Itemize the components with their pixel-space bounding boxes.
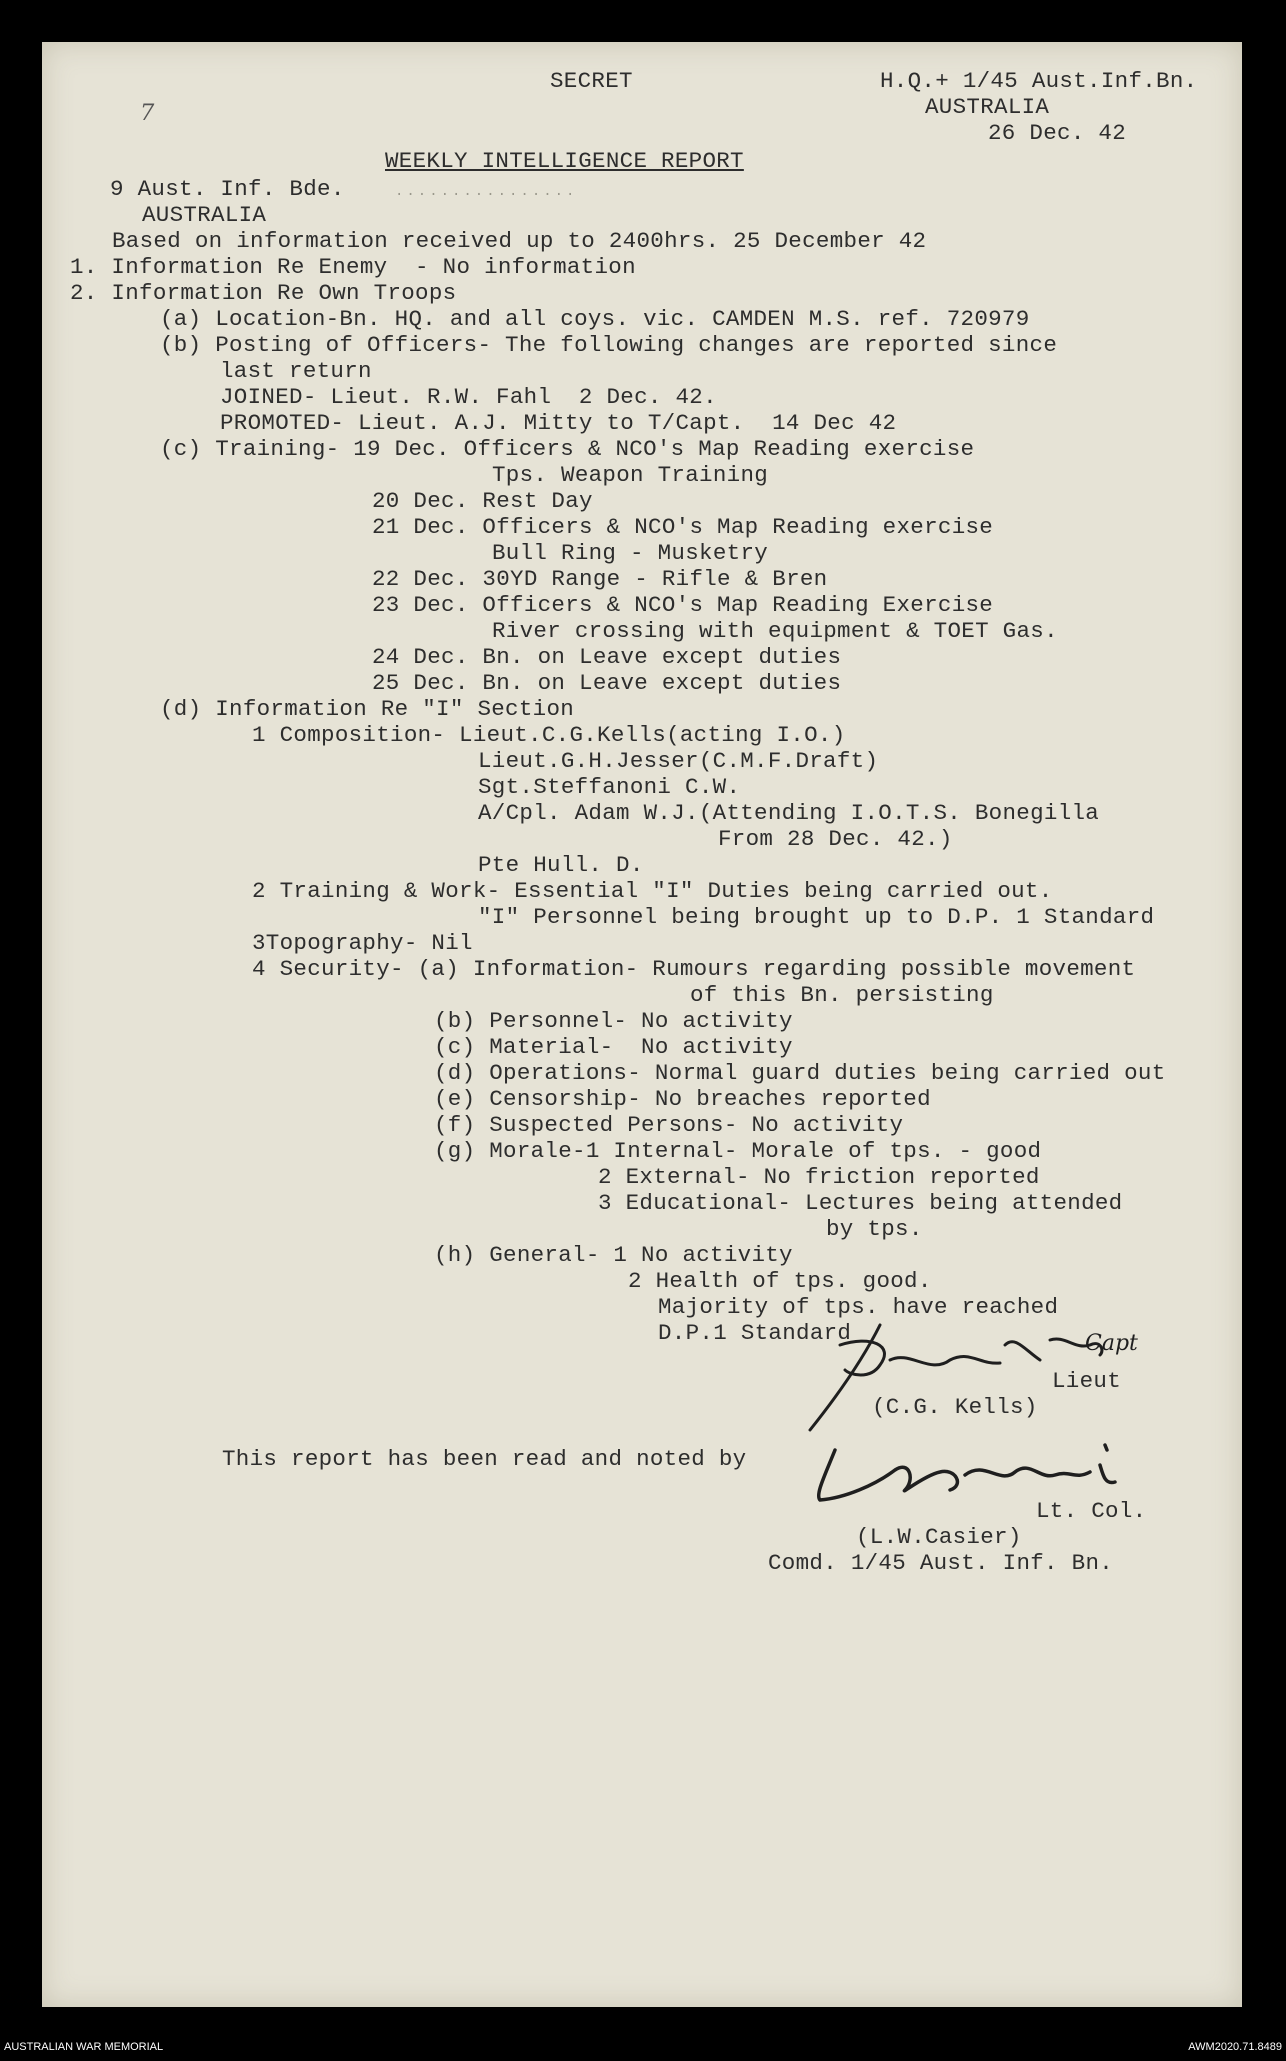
classification: SECRET — [550, 68, 633, 94]
security-g1: (g) Morale-1 Internal- Morale of tps. - good — [434, 1138, 1042, 1164]
sig2-title: Comd. 1/45 Aust. Inf. Bn. — [768, 1550, 1114, 1576]
composition-3: Sgt.Steffanoni C.W. — [478, 774, 741, 800]
noted-line: This report has been read and noted by — [222, 1446, 747, 1472]
item-joined: JOINED- Lieut. R.W. Fahl 2 Dec. 42. — [220, 384, 717, 410]
training-25: 25 Dec. Bn. on Leave except duties — [372, 670, 842, 696]
training-23: 23 Dec. Officers & NCO's Map Reading Exercise — [372, 592, 994, 618]
training-20: 20 Dec. Rest Day — [372, 488, 593, 514]
report-title: WEEKLY INTELLIGENCE REPORT — [385, 148, 744, 174]
composition-6: Pte Hull. D. — [478, 852, 644, 878]
security-g4: by tps. — [826, 1216, 923, 1242]
security-h1: (h) General- 1 No activity — [434, 1242, 793, 1268]
security-g3: 3 Educational- Lectures being attended — [598, 1190, 1123, 1216]
item-location: (a) Location-Bn. HQ. and all coys. vic. CAMDEN M.S. ref. 720979 — [160, 306, 1030, 332]
training-22: 22 Dec. 30YD Range - Rifle & Bren — [372, 566, 828, 592]
i-section-heading: (d) Information Re "I" Section — [160, 696, 575, 722]
security-a: 4 Security- (a) Information- Rumours regarding possible movement — [252, 956, 1136, 982]
footer-right: AWM2020.71.8489 — [1188, 2041, 1282, 2053]
dotted-line: ................ — [395, 184, 578, 200]
country-heading: AUSTRALIA — [925, 94, 1050, 120]
composition-2: Lieut.G.H.Jesser(C.M.F.Draft) — [478, 748, 879, 774]
item-enemy: 1. Information Re Enemy - No information — [70, 254, 636, 280]
security-b: (b) Personnel- No activity — [434, 1008, 793, 1034]
item-posting-cont: last return — [220, 358, 372, 384]
security-g2: 2 External- No friction reported — [598, 1164, 1040, 1190]
security-c: (c) Material- No activity — [434, 1034, 793, 1060]
training-19: (c) Training- 19 Dec. Officers & NCO's Map Reading exercise — [160, 436, 975, 462]
training-21b: Bull Ring - Musketry — [492, 540, 769, 566]
composition-1: 1 Composition- Lieut.C.G.Kells(acting I.O.) — [252, 722, 846, 748]
composition-5: From 28 Dec. 42.) — [718, 826, 953, 852]
item-own-troops: 2. Information Re Own Troops — [70, 280, 457, 306]
security-a-cont: of this Bn. persisting — [690, 982, 994, 1008]
training-23b: River crossing with equipment & TOET Gas. — [492, 618, 1058, 644]
security-d: (d) Operations- Normal guard duties being carried out — [434, 1060, 1166, 1086]
sig1-rank: Lieut — [1052, 1368, 1122, 1394]
topography: 3Topography- Nil — [252, 930, 473, 956]
sig2-name: (L.W.Casier) — [856, 1524, 1022, 1550]
security-f: (f) Suspected Persons- No activity — [434, 1112, 904, 1138]
security-h3: Majority of tps. have reached — [658, 1294, 1059, 1320]
security-h4: D.P.1 Standard — [658, 1320, 852, 1346]
training-work-2: "I" Personnel being brought up to D.P. 1 Standard — [478, 904, 1155, 930]
item-promoted: PROMOTED- Lieut. A.J. Mitty to T/Capt. 14 Dec 42 — [220, 410, 897, 436]
report-date: 26 Dec. 42 — [988, 120, 1127, 146]
item-posting: (b) Posting of Officers- The following changes are reported since — [160, 332, 1058, 358]
based-on-line: Based on information received up to 2400hrs. 25 December 42 — [112, 228, 927, 254]
addressee-line1: 9 Aust. Inf. Bde. — [110, 176, 345, 202]
handwritten-capt: Capt — [1085, 1331, 1138, 1356]
training-21: 21 Dec. Officers & NCO's Map Reading exercise — [372, 514, 994, 540]
training-24: 24 Dec. Bn. on Leave except duties — [372, 644, 842, 670]
addressee-line2: AUSTRALIA — [142, 202, 267, 228]
training-19b: Tps. Weapon Training — [492, 462, 769, 488]
footer-left: AUSTRALIAN WAR MEMORIAL — [4, 2041, 164, 2053]
sig2-rank: Lt. Col. — [1036, 1498, 1147, 1524]
training-work-1: 2 Training & Work- Essential "I" Duties being carried out. — [252, 878, 1053, 904]
security-h2: 2 Health of tps. good. — [628, 1268, 932, 1294]
sig1-name: (C.G. Kells) — [872, 1394, 1038, 1420]
margin-mark: 7 — [140, 100, 155, 126]
unit-heading: H.Q.+ 1/45 Aust.Inf.Bn. — [880, 68, 1198, 94]
composition-4: A/Cpl. Adam W.J.(Attending I.O.T.S. Bonegilla — [478, 800, 1100, 826]
security-e: (e) Censorship- No breaches reported — [434, 1086, 931, 1112]
